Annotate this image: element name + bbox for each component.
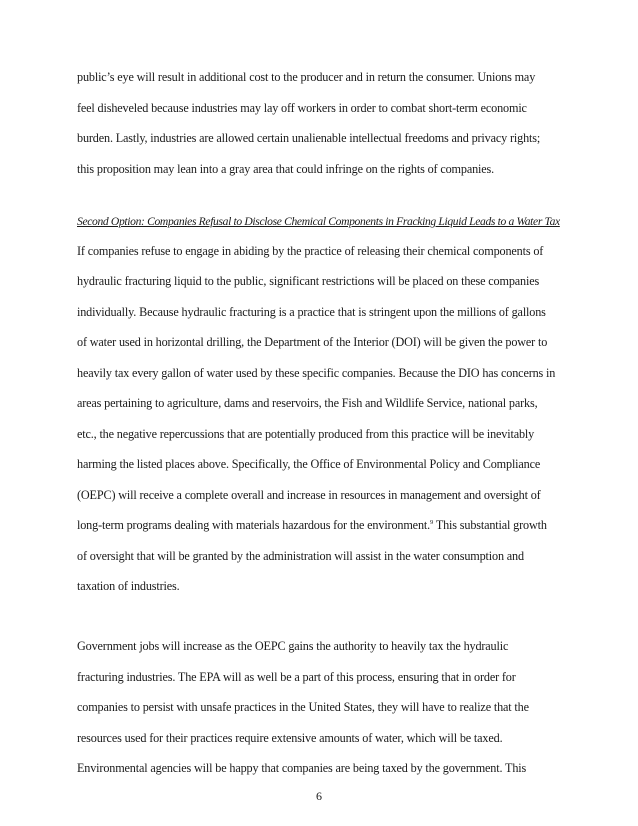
- paragraph-1-line: feel disheveled because industries may lay off workers in order to combat short-term economic: [77, 101, 527, 115]
- paragraph-2-line: etc., the negative repercussions that are potentially produced from this practice will be inevitably: [77, 427, 535, 441]
- paragraph-2-line: individually. Because hydraulic fracturing is a practice that is stringent upon the millions of gallons: [77, 305, 546, 319]
- paragraph-2-line: of oversight that will be granted by the administration will assist in the water consumption and: [77, 549, 524, 563]
- paragraph-2-line: of water used in horizontal drilling, the Department of the Interior (DOI) will be given the power to: [77, 335, 548, 349]
- paragraph-3-line: resources used for their practices require extensive amounts of water, which will be taxed.: [77, 731, 503, 745]
- paragraph-1-line: burden. Lastly, industries are allowed certain unalienable intellectual freedoms and privacy rights;: [77, 131, 541, 145]
- paragraph-3-line: Environmental agencies will be happy that companies are being taxed by the government. This: [77, 761, 527, 775]
- paragraph-2-line: harming the listed places above. Specifically, the Office of Environmental Policy and Compliance: [77, 457, 541, 471]
- paragraph-2-line-with-footnote: [77, 518, 547, 532]
- paragraph-1-line: this proposition may lean into a gray area that could infringe on the rights of companies.: [77, 162, 495, 176]
- footnote-marker[interactable]: 9: [430, 519, 434, 526]
- paragraph-1-line: public’s eye will result in additional cost to the producer and in return the consumer. Unions may: [77, 70, 536, 84]
- paragraph-3-line: companies to persist with unsafe practices in the United States, they will have to realize that the: [77, 700, 529, 714]
- paragraph-2-line: taxation of industries.: [77, 579, 180, 593]
- paragraph-3-line: fracturing industries. The EPA will as well be a part of this process, ensuring that in order for: [77, 670, 516, 684]
- paragraph-2-line: (OEPC) will receive a complete overall and increase in resources in management and oversight of: [77, 488, 541, 502]
- paragraph-2-line: hydraulic fracturing liquid to the public, significant restrictions will be placed on these companies: [77, 274, 540, 288]
- section-heading: Second Option: Companies Refusal to Disclose Chemical Components in Fracking Liquid Leads to a Water Tax: [77, 215, 560, 228]
- paragraph-2-line: areas pertaining to agriculture, dams and reservoirs, the Fish and Wildlife Service, national parks,: [77, 396, 538, 410]
- paragraph-2-line: If companies refuse to engage in abiding by the practice of releasing their chemical components of: [77, 244, 544, 258]
- page-number: 6: [316, 789, 322, 803]
- footnote-line-text-after: This substantial growth: [433, 518, 547, 532]
- footnote-line-text-before: long-term programs dealing with materials hazardous for the environment.: [77, 518, 431, 532]
- paragraph-3-line: Government jobs will increase as the OEPC gains the authority to heavily tax the hydraulic: [77, 639, 509, 653]
- paragraph-2-line: heavily tax every gallon of water used by these specific companies. Because the DIO has concerns in: [77, 366, 556, 380]
